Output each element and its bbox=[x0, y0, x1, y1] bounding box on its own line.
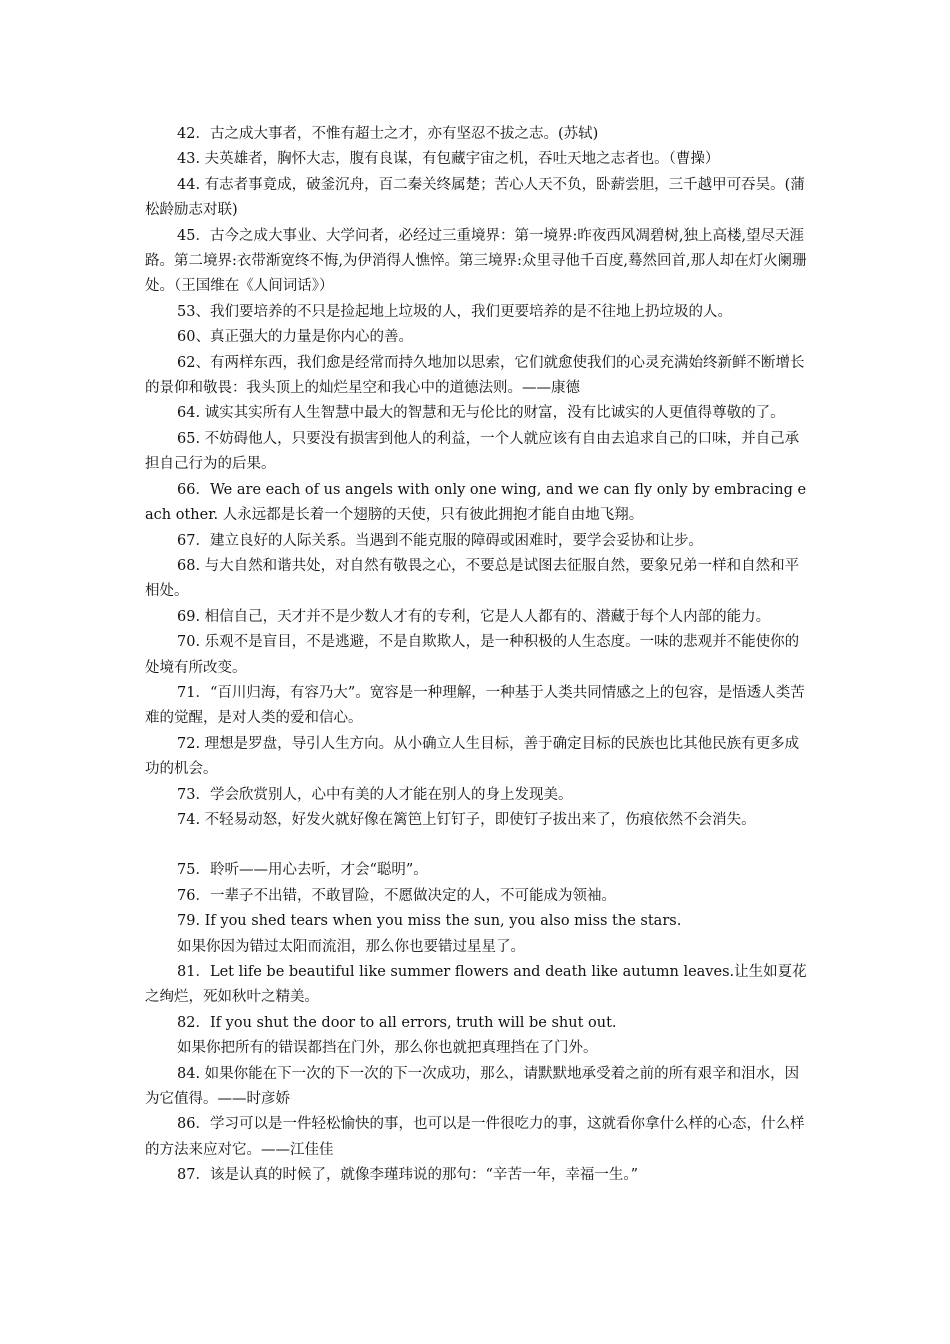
quote-60: 60、真正强大的力量是你内心的善。 bbox=[177, 329, 413, 346]
quote-74: 74. 不轻易动怒，好发火就好像在篱笆上钉钉子，即使钉子拔出来了，伤痕依然不会消失。 bbox=[177, 811, 756, 828]
blank-line bbox=[145, 833, 813, 858]
quote-79: 79. If you shed tears when you miss the sun, you also miss the stars. bbox=[177, 913, 682, 930]
quote-44: 44. 有志者事竟成，破釜沉舟，百二秦关终属楚；苦心人天不负，卧薪尝胆，三千越甲可吞吴。(蒲松龄励志对联) bbox=[145, 176, 805, 219]
quote-76: 76．一辈子不出错，不敢冒险，不愿做决定的人，不可能成为领袖。 bbox=[177, 887, 616, 904]
quote-53: 53、我们要培养的不只是捡起地上垃圾的人，我们更要培养的是不往地上扔垃圾的人。 bbox=[177, 303, 732, 320]
quote-65: 65. 不妨碍他人，只要没有损害到他人的利益，一个人就应该有自由去追求自己的口味，并自己承担自己行为的后果。 bbox=[145, 430, 800, 473]
quote-67: 67．建立良好的人际关系。当遇到不能克服的障碍或困难时，要学会妥协和让步。 bbox=[177, 532, 703, 549]
quote-66: 66．We are each of us angels with only one wing, and we can fly only by embracing each other. 人永远都是长着一个翅膀的天使，只有彼此拥抱才能自由地飞翔。 bbox=[145, 481, 807, 524]
quote-82: 82．If you shut the door to all errors, truth will be shut out. bbox=[177, 1014, 617, 1031]
quote-72: 72. 理想是罗盘，导引人生方向。从小确立人生目标，善于确定目标的民族也比其他民族有更多成功的机会。 bbox=[145, 735, 800, 778]
quote-45: 45．古今之成大事业、大学问者，必经过三重境界：第一境界:昨夜西风凋碧树,独上高楼,望尽天涯路。第二境界:衣带渐宽终不悔,为伊消得人憔悴。第三境界:众里寻他千百度,蓦然回首,那人却在灯火阑珊处。（王国维在《人间词话》） bbox=[145, 227, 807, 295]
quote-79-translation: 如果你因为错过太阳而流泪，那么你也要错过星星了。 bbox=[177, 938, 525, 955]
quote-84: 84. 如果你能在下一次的下一次的下一次成功，那么，请默默地承受着之前的所有艰辛和泪水，因为它值得。——时彦娇 bbox=[145, 1065, 800, 1108]
quote-64: 64. 诚实其实所有人生智慧中最大的智慧和无与伦比的财富，没有比诚实的人更值得尊敬的了。 bbox=[177, 405, 785, 422]
quote-42: 42．古之成大事者，不惟有超士之才，亦有坚忍不拔之志。(苏轼) bbox=[177, 126, 599, 142]
quote-82-translation: 如果你把所有的错误都挡在门外，那么你也就把真理挡在了门外。 bbox=[177, 1040, 598, 1057]
quote-87: 87．该是认真的时候了，就像李瑾玮说的那句：“辛苦一年，幸福一生。” bbox=[177, 1167, 639, 1184]
quote-43: 43. 夫英雄者，胸怀大志，腹有良谋，有包藏宇宙之机，吞吐天地之志者也。（曹操） bbox=[177, 151, 720, 168]
quote-70: 70. 乐观不是盲目，不是逃避，不是自欺欺人，是一种积极的人生态度。一味的悲观并不能使你的处境有所改变。 bbox=[145, 634, 800, 676]
quote-86: 86．学习可以是一件轻松愉快的事，也可以是一件很吃力的事，这就看你拿什么样的心态，什么样的方法来应对它。——江佳佳 bbox=[145, 1116, 805, 1158]
quote-75: 75．聆听——用心去听，才会“聪明”。 bbox=[177, 862, 428, 879]
quote-71: 71．“百川归海，有容乃大”。宽容是一种理解，一种基于人类共同情感之上的包容，是悟透人类苦难的觉醒，是对人类的爱和信心。 bbox=[145, 684, 805, 727]
quote-81: 81．Let life be beautiful like summer flowers and death like autumn leaves.让生如夏花之绚烂，死如秋叶之精美。 bbox=[145, 964, 807, 1006]
quote-list bbox=[145, 122, 813, 1189]
quote-68: 68. 与大自然和谐共处，对自然有敬畏之心，不要总是试图去征服自然，要象兄弟一样和自然和平相处。 bbox=[145, 557, 800, 600]
quote-62: 62、有两样东西，我们愈是经常而持久地加以思索，它们就愈使我们的心灵充满始终新鲜不断增长的景仰和敬畏：我头顶上的灿烂星空和我心中的道德法则。——康德 bbox=[145, 354, 805, 397]
quote-69: 69. 相信自己，天才并不是少数人才有的专利，它是人人都有的、潜藏于每个人内部的能力。 bbox=[177, 608, 771, 625]
quote-73: 73．学会欣赏别人，心中有美的人才能在别人的身上发现美。 bbox=[177, 786, 573, 803]
